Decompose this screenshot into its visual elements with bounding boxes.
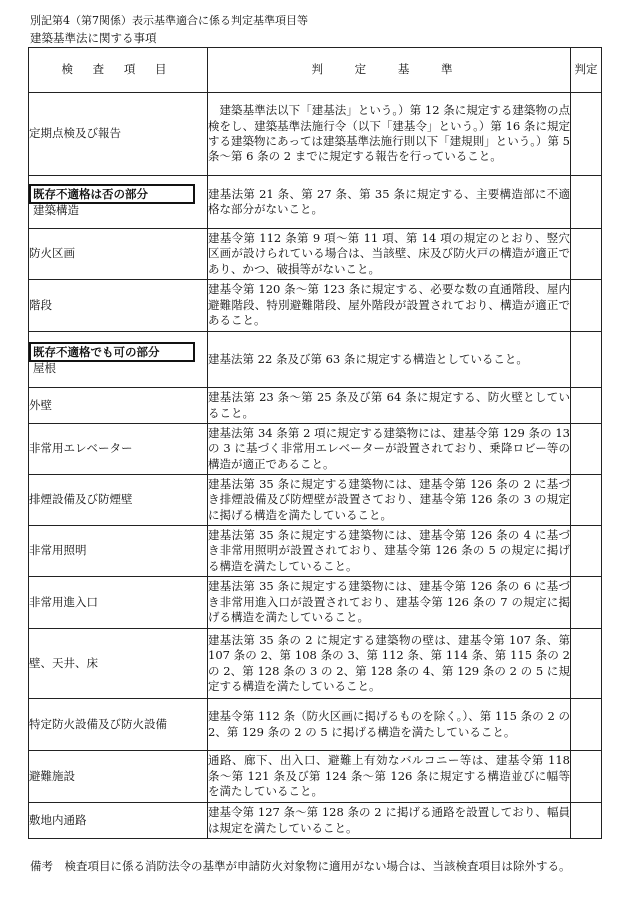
judgement-cell[interactable] bbox=[571, 803, 602, 839]
row-item: 階段 bbox=[29, 280, 208, 332]
doc-header-subject: 建築基準法に関する事項 bbox=[30, 31, 157, 45]
row-criteria: 建基法第 35 条に規定する建築物には、建基令第 126 条の 6 に基づき非常用進入口が設置されており、建基令第 126 条の 7 の規定に掲げる構造を満たしていること。 bbox=[208, 577, 571, 629]
section-label-nonconforming-not-allowed: 既存不適格は否の部分 bbox=[29, 184, 195, 204]
judgement-cell[interactable] bbox=[571, 280, 602, 332]
row-criteria: 建基法第 21 条、第 27 条、第 35 条に規定する、主要構造部に不適格な部分がないこと。 bbox=[208, 176, 571, 229]
row-item: 非常用照明 bbox=[29, 526, 208, 577]
judgement-cell[interactable] bbox=[571, 475, 602, 526]
table-row bbox=[29, 332, 602, 388]
row-criteria: 建基法第 34 条第 2 項に規定する建築物には、建基令第 129 条の 13 の 3 に基づく非常用エレベーターが設置されており、乗降ロビー等の構造が適正であること。 bbox=[208, 424, 571, 475]
judgement-cell[interactable] bbox=[571, 751, 602, 803]
table-header-row bbox=[29, 48, 602, 93]
judgement-cell[interactable] bbox=[571, 577, 602, 629]
table-row bbox=[29, 424, 602, 475]
row-criteria: 通路、廊下、出入口、避難上有効なバルコニー等は、建基令第 118 条～第 121 条及び第 124 条～第 126 条に規定する構造並びに幅等を満たしていること。 bbox=[208, 751, 571, 803]
row-criteria: 建築基準法以下「建基法」という。）第 12 条に規定する建築物の点検をし、建築基準法施行令（以下「建基令」という。）第 16 条に規定する建築物にあっては建築基準法施行則以下「建規則」という。）第 5 条～第 6 条の 2 までに規定する報告を行っていること。 bbox=[208, 93, 571, 176]
table-row bbox=[29, 751, 602, 803]
judgement-cell[interactable] bbox=[571, 699, 602, 751]
row-item-label: 屋根 bbox=[33, 360, 56, 375]
row-item: 排煙設備及び防煙壁 bbox=[29, 475, 208, 526]
row-item-label: 建築構造 bbox=[33, 203, 79, 218]
row-item: 非常用エレベーター bbox=[29, 424, 208, 475]
judgement-cell[interactable] bbox=[571, 176, 602, 229]
row-item: 定期点検及び報告 bbox=[29, 93, 208, 176]
row-criteria: 建基令第 127 条～第 128 条の 2 に掲げる通路を設置しており、幅員は規定を満たしていること。 bbox=[208, 803, 571, 839]
table-row bbox=[29, 803, 602, 839]
row-item: 特定防火設備及び防火設備 bbox=[29, 699, 208, 751]
row-criteria: 建基法第 35 条に規定する建築物には、建基令第 126 条の 2 に基づき排煙設備及び防煙壁が設置さており、建基令第 126 条の 3 の規定に掲げる構造を満たしていること。 bbox=[208, 475, 571, 526]
criteria-table bbox=[28, 47, 602, 839]
row-criteria: 建基法第 35 条の 2 に規定する建築物の壁は、建基令第 107 条、第 107 条の 2、第 108 条の 3、第 112 条、第 114 条、第 115 条の 2 の 2、第 128 条の 3 の 2、第 128 条の 4、第 129 条の 2 の 5 に規定する構造を満たしていること。 bbox=[208, 629, 571, 699]
table-row bbox=[29, 475, 602, 526]
footnote-remarks: 備考 検査項目に係る消防法令の基準が申請防火対象物に適用がない場合は、当該検査項目は除外する。 bbox=[30, 859, 571, 873]
table-row bbox=[29, 526, 602, 577]
judgement-cell[interactable] bbox=[571, 332, 602, 388]
table-row bbox=[29, 699, 602, 751]
table-row bbox=[29, 93, 602, 176]
column-header-item: 検 査 項 目 bbox=[29, 48, 208, 93]
row-item bbox=[29, 176, 208, 229]
table-row bbox=[29, 388, 602, 424]
judgement-cell[interactable] bbox=[571, 93, 602, 176]
judgement-cell[interactable] bbox=[571, 229, 602, 280]
judgement-cell[interactable] bbox=[571, 388, 602, 424]
doc-header-reference: 別記第4（第7関係）表示基準適合に係る判定基準項目等 bbox=[30, 14, 308, 27]
row-item: 防火区画 bbox=[29, 229, 208, 280]
row-item bbox=[29, 332, 208, 388]
row-criteria: 建基法第 22 条及び第 63 条に規定する構造としていること。 bbox=[208, 332, 571, 388]
row-item: 避難施設 bbox=[29, 751, 208, 803]
row-criteria: 建基法第 23 条～第 25 条及び第 64 条に規定する、防火壁としていること。 bbox=[208, 388, 571, 424]
judgement-cell[interactable] bbox=[571, 629, 602, 699]
row-item: 壁、天井、床 bbox=[29, 629, 208, 699]
row-item: 非常用進入口 bbox=[29, 577, 208, 629]
row-criteria: 建基法第 35 条に規定する建築物には、建基令第 126 条の 4 に基づき非常用照明が設置されており、建基令第 126 条の 5 の規定に掲げる構造を満たしていること。 bbox=[208, 526, 571, 577]
table-row bbox=[29, 280, 602, 332]
judgement-cell[interactable] bbox=[571, 526, 602, 577]
row-criteria: 建基令第 120 条～第 123 条に規定する、必要な数の直通階段、屋内避難階段、特別避難階段、屋外階段が設置されており、構造が適正であること。 bbox=[208, 280, 571, 332]
column-header-criteria: 判 定 基 準 bbox=[208, 48, 571, 93]
section-label-nonconforming-allowed: 既存不適格でも可の部分 bbox=[29, 342, 195, 362]
row-item: 外壁 bbox=[29, 388, 208, 424]
column-header-judgement: 判定 bbox=[571, 48, 602, 93]
row-criteria: 建基令第 112 条第 9 項～第 11 項、第 14 項の規定のとおり、竪穴区画が設けられている場合は、当該壁、床及び防火戸の構造が適正であり、かつ、破損等がないこと。 bbox=[208, 229, 571, 280]
table-row bbox=[29, 176, 602, 229]
table-row bbox=[29, 229, 602, 280]
table-row bbox=[29, 629, 602, 699]
row-criteria: 建基令第 112 条（防火区画に掲げるものを除く。）、第 115 条の 2 の 2、第 129 条の 2 の 5 に掲げる構造を満たしていること。 bbox=[208, 699, 571, 751]
judgement-cell[interactable] bbox=[571, 424, 602, 475]
row-item: 敷地内通路 bbox=[29, 803, 208, 839]
table-row bbox=[29, 577, 602, 629]
